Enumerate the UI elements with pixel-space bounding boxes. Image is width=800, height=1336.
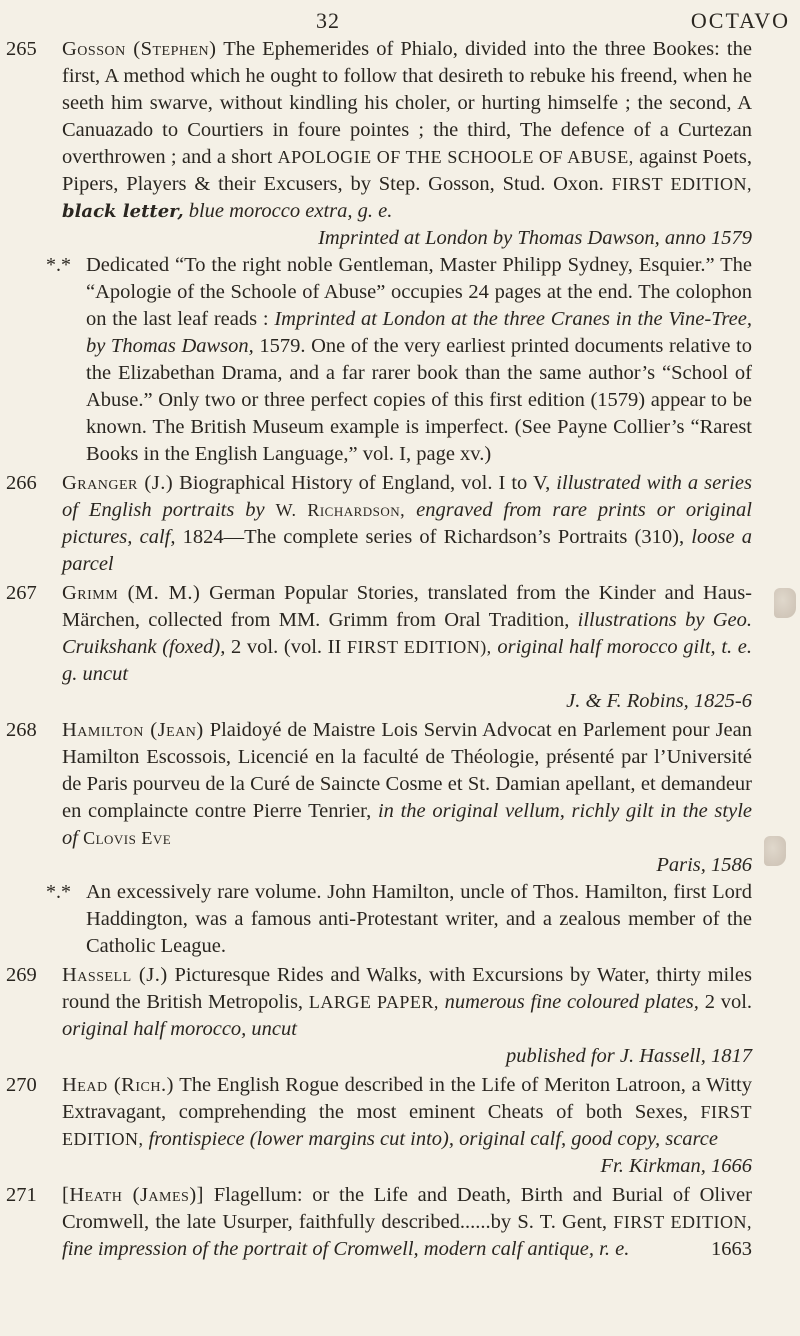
catalogue-entry [0,580,800,715]
entry-author: [Heath (James)] [62,1184,204,1206]
note-text: Dedicated “To the right noble Gentleman, Master Philipp Sydney, Esquier.” The “Apologie of the Schoole of Abuse” occupies 24 pages at the end. The colophon on the last leaf reads : [86,254,752,330]
edition-note: FIRST EDITION), [347,637,492,657]
catalogue-entry [0,717,800,960]
entry-author: Grimm (M. M.) [62,582,201,604]
edition-note: FIRST EDITION, [611,174,752,194]
binding-description: in the original vellum, richly gilt in the style of [62,800,752,849]
catalogue-entry [0,36,800,468]
lot-number: 270 [6,1074,37,1096]
note-italic: Imprinted at London at the three Cranes in the Vine-Tree, by Thomas Dawson, [86,308,753,357]
lot-number: 267 [6,582,37,604]
asterism: *.* [46,881,71,903]
illustration-note: illustrations by Geo. Cruikshank [62,609,753,658]
entry-author: Hassell (J.) [62,964,168,986]
lot-condition: loose a parcel [62,526,752,575]
entry-title: Biographical History of England, vol. I to V, [179,472,551,494]
entry-note [46,879,752,960]
entry-author: Head (Rich.) [62,1074,174,1096]
binding-description: frontispiece (lower margins cut into), original calf, good copy, scarce [148,1128,718,1150]
volume-note: 2 vol. [704,991,753,1013]
page-number: 32 [316,8,340,33]
entry-title: Flagellum: or the Life and Death, Birth and Burial of Oliver Cromwell, the late Usurper, faithfully described......by S. T. Gent, [62,1184,752,1233]
entry-description [62,470,752,578]
binder-name: Clovis Eve [83,828,172,848]
entry-title-cont: 1824—The complete series of Richardson’s Portraits (310), [182,526,685,548]
catalogue-entry [0,1072,800,1180]
condition-note: (foxed), [162,636,226,658]
binding-description: original half morocco gilt, t. e. g. uncut [62,636,753,685]
plates-note: numerous fine coloured plates, [444,991,699,1013]
lot-number: 271 [6,1184,37,1206]
entry-imprint: published for J. Hassell, 1817 [506,1045,752,1067]
running-head [0,4,800,36]
section-title: OCTAVO [690,8,790,33]
volume-note: 2 vol. (vol. II [231,636,342,658]
entry-imprint: Paris, 1586 [656,854,752,876]
note-text: An excessively rare volume. John Hamilton, uncle of Thos. Hamilton, first Lord Haddington, was a famous anti-Protestant writer, and a zealous member of the Catholic League. [86,881,752,957]
illustration-note-cont: engraved from rare prints or original pictures, [62,499,752,548]
entry-imprint: Fr. Kirkman, 1666 [600,1155,752,1177]
entry-title: Plaidoyé de Maistre Lois Servin Advocat en Parlement pour Jean Hamilton Escossois, Licencié en la faculté de Théologie, présenté par l’Université de Paris pourveu de la Curé de Saincte Cosme et St. Damian apellant, et demandeur en complaincte contre Pierre Tenrier, [62,719,752,822]
asterism: *.* [46,254,71,276]
entry-title: Picturesque Rides and Walks, with Excursions by Water, thirty miles round the British Metropolis, [62,964,753,1013]
binding-description: original half morocco, uncut [62,1018,297,1040]
entry-imprint: Imprinted at London by Thomas Dawson, anno 1579 [318,227,752,249]
entry-title: The Ephemerides of Phialo, divided into the three Bookes: the first, A method which he ought to follow that desireth to rebuke his freend, when he seeth him swarve, without kindling his choler, or hurting himselfe ; the second, A Canuazado to Courtiers in foure pointes ; the third, The defence of a Curtezan overthrowen ; and a short [62,38,752,168]
edition-note: FIRST EDITION, [613,1212,752,1232]
catalogue-entry [0,1182,800,1263]
entry-title: The English Rogue described in the Life of Meriton Latroon, a Witty Extravagant, comprehending the most eminent Cheats of both Sexes, [62,1074,752,1123]
entry-author: Granger (J.) [62,472,174,494]
catalogue-entry [0,470,800,578]
entry-description [46,717,752,960]
illustration-note: illustrated with a series of English portraits by [62,472,753,521]
catalogue-entry [0,962,800,1070]
entry-author: Hamilton (Jean) [62,719,204,741]
entry-description [62,1072,752,1180]
entry-title-cont: against Poets, Pipers, Players & their Excusers, by Step. Gosson, Stud. Oxon. [62,146,753,195]
entry-description [62,962,752,1070]
entry-note [46,252,753,468]
edition-note: FIRST EDITION, [62,1102,752,1149]
entry-imprint: J. & F. Robins, 1825-6 [566,690,752,712]
entry-caps: W. Richardson, [275,500,406,520]
lot-number: 266 [6,472,37,494]
blackletter-note: black letter, [62,201,184,222]
lot-number: 268 [6,719,37,741]
edition-note: LARGE PAPER, [308,992,439,1012]
entry-description [46,36,753,468]
note-text-cont: 1579. One of the very earliest printed documents relative to the Elizabethan Drama, and a far rarer book than the same author’s “School of Abuse.” Only two or three perfect copies of this first edition (1579) appear to be known. The British Museum example is imperfect. (See Payne Collier’s “Rarest Books in the English Language,” vol. I, page xv.) [86,335,752,465]
binding-description: blue morocco extra, g. e. [188,200,393,222]
lot-number: 269 [6,964,37,986]
entry-title: German Popular Stories, translated from the Kinder and Haus-Märchen, collected from MM. Grimm from Oral Tradition, [62,582,753,631]
catalogue-entries [0,36,800,1265]
binding-description: fine impression of the portrait of Cromwell, modern calf antique, r. e. [62,1238,630,1260]
entry-author: Gosson (Stephen) [62,38,217,60]
entry-year: 1663 [711,1238,752,1260]
binding-description: calf, [139,526,176,548]
lot-number: 265 [6,38,37,60]
entry-caps: APOLOGIE OF THE SCHOOLE OF ABUSE, [277,147,634,167]
entry-description [62,580,752,715]
entry-description [62,1182,752,1263]
